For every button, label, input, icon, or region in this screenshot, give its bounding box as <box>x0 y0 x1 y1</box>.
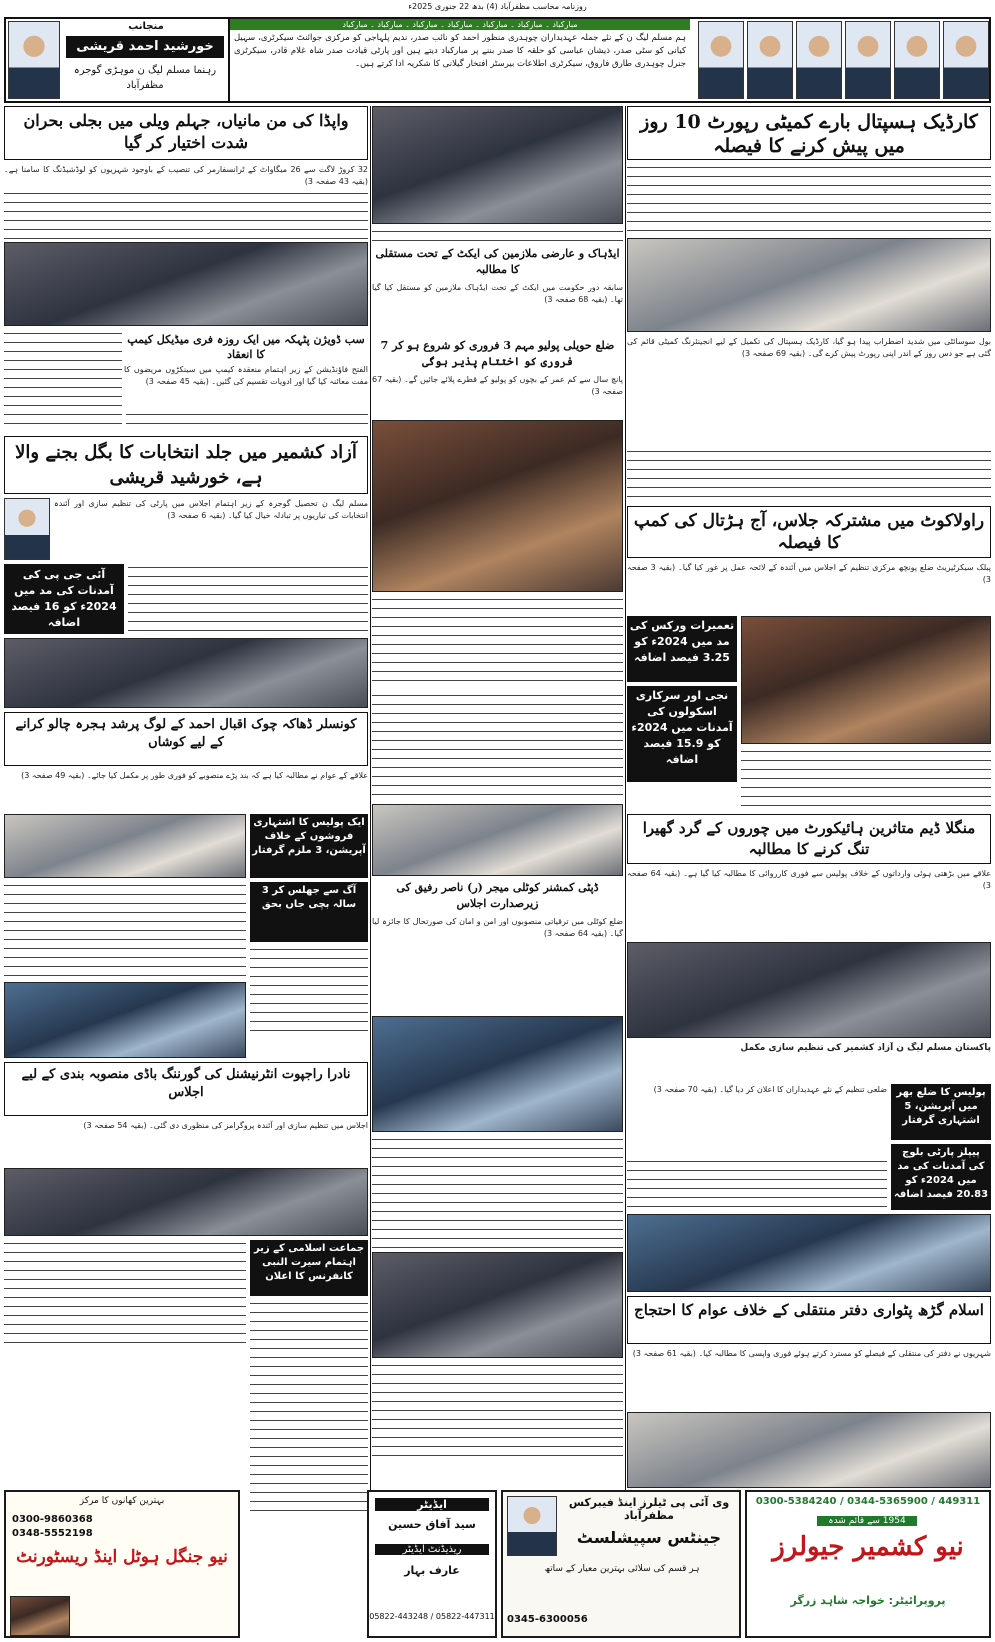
story-filler <box>372 692 623 800</box>
column-rule <box>370 106 371 1506</box>
left-column <box>4 106 368 1506</box>
side-box: پیپلز پارٹی بلوچ کی آمدنات کی مد میں 2024ء کو 20.83 فیصد اضافہ <box>891 1144 991 1210</box>
headline-employees: ایڈہاک و عارضی ملازمین کی ایکٹ کے تحت مستقلی کا مطالبہ <box>375 247 620 276</box>
side-box: آئی جی پی کی آمدنات کی مد میں 2024ء کو 16 فیصد اضافہ <box>4 564 124 634</box>
headline-nadra: نادرا راجپوت انٹرنیشنل کی گورننگ باڈی منصوبہ بندی کے لیے اجلاس <box>4 1062 368 1116</box>
restaurant-phone-2: 0348-5552198 <box>12 1528 93 1539</box>
jewellers-owner: پروپرائیٹر: خواجہ شاہد زرگر <box>790 1594 946 1607</box>
headline-mangla: منگلا ڈیم متاثرین ہائیکورٹ میں چوروں کے گرد گھیرا تنگ کرنے کا مطالبہ <box>627 814 991 864</box>
ad-jewellers <box>745 1490 991 1638</box>
sender-label: منجانب <box>128 21 164 32</box>
leader-photo <box>747 21 793 99</box>
headline-wapda: واپڈا کی من مانیاں، جہلم ویلی میں بجلی بحران شدت اختیار کر گیا <box>4 106 368 160</box>
story-filler <box>4 1240 246 1350</box>
headline-polio: ضلع حویلی پولیو مہم 3 فروری کو شروع ہو کر 7 فروری کو اختتام پذیر ہوگی <box>380 339 615 368</box>
headline-medical-camp: سب ڈویژن پٹہکہ میں ایک روزہ فری میڈیکل کیمپ کا انعقاد <box>124 332 368 362</box>
editor-name: سید آفاق حسین <box>388 1518 476 1531</box>
headline-islamgarh: اسلام گڑھ پٹواری دفتر منتقلی کے خلاف عوام کا احتجاج <box>627 1296 991 1344</box>
leader-photo <box>943 21 989 99</box>
sender-photo <box>8 21 60 99</box>
congrats-banner <box>4 17 991 103</box>
press-photo <box>372 804 623 876</box>
funeral-photo <box>372 1252 623 1358</box>
story-filler <box>250 946 368 1036</box>
tailor-phone: 0345-6300056 <box>507 1614 588 1625</box>
side-box: جماعت اسلامی کے زیر اہتمام سیرت النبی کانفرنس کا اعلان <box>250 1240 368 1296</box>
story-body-wapda: 32 کروڑ لاگت سے 26 میگاواٹ کے ٹرانسفارمر کی تنصیب کے باوجود شہریوں کو لوڈشیڈنگ کا سامنا ہے۔ (بقیہ 43 صفحہ 3) <box>4 165 368 186</box>
resident-editor-title: ریذیڈنٹ ایڈیٹر <box>375 1544 489 1555</box>
quote-photo <box>4 498 50 560</box>
story-filler <box>250 1300 368 1512</box>
congrats-strip: مبارکباد ۔ مبارکباد ۔ مبارکباد ۔ مبارکباد ۔ مبارکباد ۔ مبارکباد ۔ مبارکباد <box>230 19 690 30</box>
headline-ravlakot: راولاکوٹ میں مشترکہ جلاس، آج ہڑتال کی کمپ کا فیصلہ <box>627 506 991 558</box>
story-body-medical-camp: الفتح فاؤنڈیشن کے زیر اہتمام منعقدہ کیمپ میں سینکڑوں مریضوں کا مفت معائنہ کیا گیا اور ادویات تقسیم کی گئیں۔ (بقیہ 45 صفحہ 3) <box>124 364 368 414</box>
jewellers-phones: 0300-5384240 / 0344-5365900 / 449311 <box>755 1496 981 1507</box>
story-body-nadra: اجلاس میں تنظیم سازی اور آئندہ پروگرامز کی منظوری دی گئی۔ (بقیہ 54 صفحہ 3) <box>83 1121 368 1130</box>
leader-photo <box>845 21 891 99</box>
jewellers-name: نیو کشمیر جیولرز <box>772 1532 964 1562</box>
story-body-ajk-elections: مسلم لیگ ن تحصیل گوجرہ کے زیر اہتمام اجلاس میں پارٹی کی تنظیم سازی اور آئندہ انتخابات کی تیاریوں پر تبادلہ خیال کیا گیا۔ (بقیہ 6 صفحہ 3) <box>54 499 368 520</box>
seminar-photo <box>4 814 246 878</box>
protest-photo <box>627 942 991 1038</box>
restaurant-phone-1: 0300-9860368 <box>12 1514 93 1525</box>
congrats-photos <box>694 21 989 99</box>
story-body-polio: پانچ سال سے کم عمر کے بچوں کو پولیو کے قطرے پلائے جائیں گے۔ (بقیہ 67 صفحہ 3) <box>372 375 623 396</box>
dateline: روزنامہ محاسب مظفرآباد (4) بدھ 22 جنوری 2025ء <box>408 2 587 11</box>
story-body-rajput: پاکستان مسلم لیگ ن آزاد کشمیر کی تنظیم سازی مکمل <box>740 1043 991 1053</box>
tailor-line: ہر قسم کی سلائی بہترین معیار کے ساتھ <box>544 1564 700 1574</box>
editor-title: ایڈیٹر <box>375 1498 489 1511</box>
headline-ajk-elections: آزاد کشمیر میں جلد انتخابات کا بگل بجنے والا ہے، خورشید قریشی <box>4 436 368 494</box>
story-body-mangla: علاقے میں بڑھتی ہوئی وارداتوں کے خلاف پولیس سے فوری کارروائی کا مطالبہ کیا گیا ہے۔ (بقیہ 64 صفحہ 3) <box>627 869 991 890</box>
ad-restaurant <box>4 1490 240 1638</box>
gathering-photo <box>627 1214 991 1292</box>
caption-lines <box>372 228 623 242</box>
leaders-photo <box>4 638 368 708</box>
leader-photo <box>796 21 842 99</box>
story-filler <box>4 190 368 240</box>
story-filler <box>627 448 991 502</box>
story-filler <box>372 1362 623 1458</box>
office-photo <box>627 1412 991 1488</box>
meeting-photo <box>627 238 991 332</box>
ads-row <box>4 1490 991 1638</box>
tailor-photo <box>507 1496 557 1556</box>
sender-name: خورشید احمد قریشی <box>66 36 224 58</box>
middle-column <box>372 106 623 1506</box>
officials-photo <box>372 106 623 224</box>
side-box: ایک پولیس کا اشتہاری فروشوں کے خلاف آپریشن، 3 ملزم گرفتار <box>250 814 368 878</box>
queue-photo <box>4 242 368 326</box>
jewellers-since: 1954 سے قائم شدہ <box>817 1516 917 1526</box>
headline-cardiac: کارڈیک ہسپتال بارے کمیٹی رپورٹ 10 روز میں پیش کرنے کا فیصلہ <box>627 106 991 160</box>
story-body-rajput-text: ضلعی تنظیم کے نئے عہدیداران کا اعلان کر دیا گیا۔ (بقیہ 70 صفحہ 3) <box>653 1085 887 1094</box>
editor-box <box>367 1490 497 1638</box>
story-body-cardiac <box>627 164 991 234</box>
story-body-ravlakot: پبلک سیکرٹیریٹ ضلع پونچھ مرکزی تنظیم کے اجلاس میں آئندہ کے لائحہ عمل پر غور کیا گیا۔ (بقیہ 3 صفحہ 3) <box>627 563 991 584</box>
story-filler <box>372 1136 623 1248</box>
sender-box <box>6 19 230 101</box>
story-filler <box>4 330 122 430</box>
story-filler <box>627 1158 887 1210</box>
restaurant-tagline: بہترین کھانوں کا مرکز <box>79 1496 165 1506</box>
column-rule <box>625 106 626 1506</box>
ad-tailor <box>501 1490 741 1638</box>
food-photo <box>10 1596 70 1636</box>
story-filler <box>128 564 368 634</box>
side-box: تعمیرات ورکس کی مد میں 2024ء کو 3.25 فیصد اضافہ <box>627 616 737 682</box>
leader-photo <box>894 21 940 99</box>
story-filler <box>4 882 246 978</box>
leader-photo <box>698 21 744 99</box>
story-body-dhaka-chowk: علاقے کے عوام نے مطالبہ کیا ہے کہ بند پڑے منصوبے کو فوری طور پر مکمل کیا جائے۔ (بقیہ 49 صفحہ 3) <box>21 771 368 780</box>
headline-qazi-kotli: ڈپٹی کمشنر کوٹلی میجر (ر) ناصر رفیق کی زیرصدارت اجلاس <box>396 881 599 910</box>
group-photo <box>4 982 246 1058</box>
right-column <box>627 106 991 1506</box>
story-filler <box>372 596 623 688</box>
restaurant-name: نیو جنگل ہوٹل اینڈ ریسٹورنٹ <box>16 1547 228 1567</box>
story-filler <box>741 748 991 810</box>
story-body-qazi-kotli: ضلع کوٹلی میں ترقیاتی منصوبوں اور امن و امان کی صورتحال کا جائزہ لیا گیا۔ (بقیہ 64 صفحہ 3) <box>372 917 623 938</box>
fire-photo <box>741 616 991 744</box>
tailor-subtitle: جینٹس سپیشلسٹ <box>576 1528 722 1547</box>
story-body-islamgarh: شہریوں نے دفتر کی منتقلی کے فیصلے کو مسترد کرتے ہوئے فوری واپسی کا مطالبہ کیا۔ (بقیہ 61 صفحہ 3) <box>632 1349 991 1358</box>
editor-phones: 05822-443248 / 05822-447311 <box>369 1612 495 1621</box>
side-box: آگ سے جھلس کر 3 سالہ بچی جاں بحق <box>250 882 368 942</box>
sender-title: رہنما مسلم لیگ ن موہڑی گوجرہ مظفرآباد <box>73 65 217 91</box>
tailor-title: وی آئی پی ٹیلرز اینڈ فیبرکس مظفرآباد <box>568 1496 730 1522</box>
headline-dhaka-chowk: کونسلر ڈھاکہ چوک اقبال احمد کے لوگ پرشد ہجرہ چالو کرانے کے لیے کوشاں <box>4 712 368 766</box>
story-body-cardiac-text: بول سوسائٹی میں شدید اضطراب پیدا ہو گیا، کارڈیک ہسپتال کی تکمیل کے لیے انجینئرنگ کمیٹی قائم کی گئی ہے جو دس روز کے اندر اپنی رپورٹ پیش کرے گی۔ (بقیہ 69 صفحہ 3) <box>627 337 991 358</box>
school-photo <box>372 1016 623 1132</box>
polio-photo <box>372 420 623 592</box>
side-box: نجی اور سرکاری اسکولوں کی آمدنات میں 2024ء کو 15.9 فیصد اضافہ <box>627 686 737 782</box>
conference-photo <box>4 1168 368 1236</box>
story-body-employees: سابقہ دور حکومت میں ایکٹ کے تحت ایڈہاک ملازمین کو مستقل کیا گیا تھا۔ (بقیہ 68 صفحہ 3) <box>372 283 623 304</box>
resident-editor-name: عارف بہار <box>404 1564 460 1577</box>
congrats-text: ہم مسلم لیگ ن کے نئے جملہ عہدیداران چوہدری منظور احمد کو نائب صدر، ندیم پلہاجی کو مرکزی جوائنٹ سیکرٹری، سہیل کیانی کو سٹی صدر، ذیشان عباسی کو حلقہ کا صدر بننے پر مبارکباد دیتے ہیں اور پارٹی قیادت صدر شاہ غلام قادر، سیکرٹری جنرل چوہدری طارق فاروق، سیکرٹری اطلاعات بیرسٹر افتخار گیلانی کا شکریہ ادا کرتے ہیں۔ <box>234 33 686 69</box>
side-box: پولیس کا ضلع بھر میں آپریشن، 5 اشتہاری گرفتار <box>891 1084 991 1140</box>
